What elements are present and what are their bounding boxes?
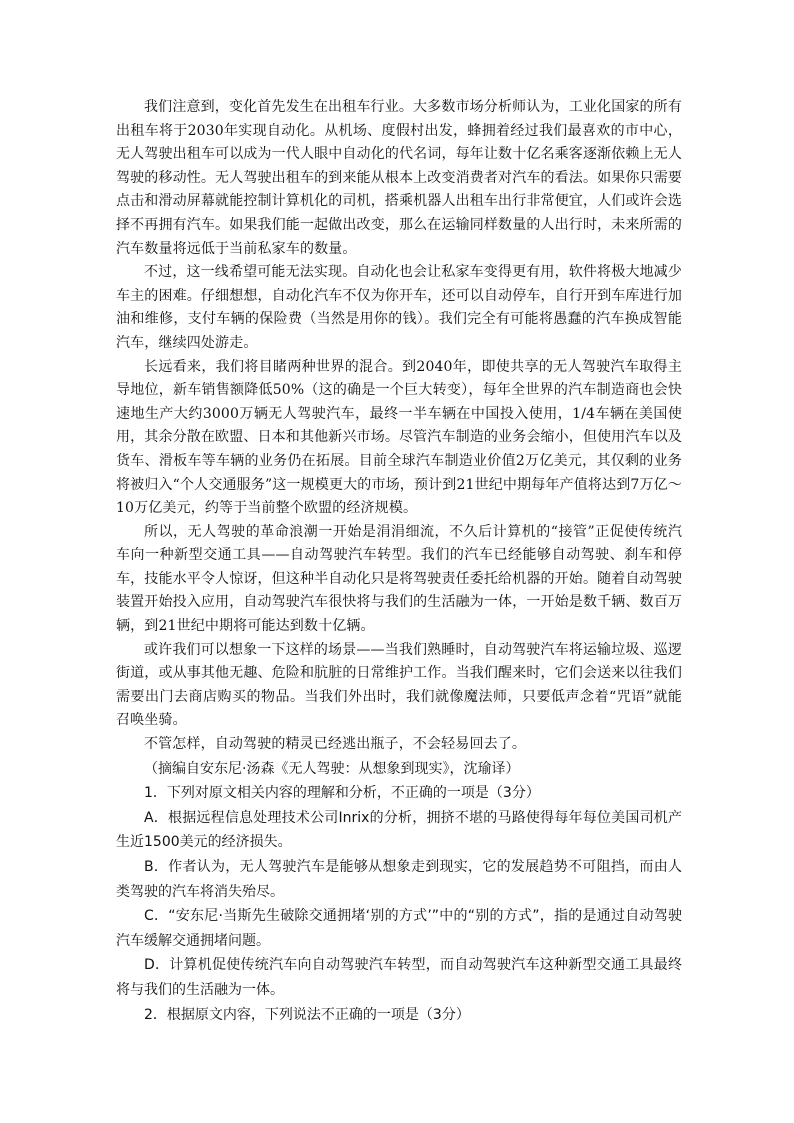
article-body — [116, 96, 682, 1027]
paragraph: 或许我们可以想象一下这样的场景——当我们熟睡时，自动驾驶汽车将运输垃圾、巡逻街道，或从事其他无趣、危险和肮脏的日常维护工作。当我们醒来时，它们会送来以往我们需要出门去商店购买的物品。当我们外出时，我们就像魔法师，只要低声念着“咒语”就能召唤坐骑。 — [116, 641, 682, 729]
paragraph: 不管怎样，自动驾驶的精灵已经逃出瓶子，不会轻易回去了。 — [144, 736, 527, 753]
paragraph: 所以，无人驾驶的革命浪潮一开始是涓涓细流，不久后计算机的“接管”正促使传统汽车向一种新型交通工具——自动驾驶汽车转型。我们的汽车已经能够自动驾驶、刹车和停车，技能水平令人惊讶，但这种半自动化只是将驾驶责任委托给机器的开始。随着自动驾驶装置开始投入应用，自动驾驶汽车很快将与我们的生活融为一体，一开始是数千辆、数百万辆，到21世纪中期将可能达到数十亿辆。 — [116, 523, 682, 635]
question-1-stem: 1．下列对原文相关内容的理解和分析，不正确的一项是（3分） — [144, 785, 540, 802]
question-1-option-d: D．计算机促使传统汽车向自动驾驶汽车转型，而自动驾驶汽车这种新型交通工具最终将与我们的生活融为一体。 — [116, 957, 682, 998]
paragraph: 长远看来，我们将目睹两种世界的混合。到2040年，即使共享的无人驾驶汽车取得主导地位，新车销售额降低50%（这的确是一个巨大转变），每年全世界的汽车制造商也会快速地生产大约3000万辆无人驾驶汽车，最终一半车辆在中国投入使用，1/4车辆在美国使用，其余分散在欧盟、日本和其他新兴市场。尽管汽车制造的业务会缩小，但使用汽车以及货车、滑板车等车辆的业务仍在拓展。目前全球汽车制造业价值2万亿美元，其仅剩的业务将被归入“个人交通服务”这一规模更大的市场，预计到21世纪中期每年产值将达到7万亿～10万亿美元，约等于当前整个欧盟的经济规模。 — [116, 358, 682, 517]
question-2-stem: 2．根据原文内容，下列说法不正确的一项是（3分） — [144, 1006, 470, 1023]
question-1-option-c: C．“安东尼·当斯先生破除交通拥堵‘别的方式’”中的“别的方式”，指的是通过自动驾驶汽车缓解交通拥堵问题。 — [116, 908, 682, 949]
question-1-option-b: B．作者认为，无人驾驶汽车是能够从想象走到现实，它的发展趋势不可阻挡，而由人类驾驶的汽车将消失殆尽。 — [116, 859, 682, 900]
paragraph: 我们注意到，变化首先发生在出租车行业。大多数市场分析师认为，工业化国家的所有出租车将于2030年实现自动化。从机场、度假村出发，蜂拥着经过我们最喜欢的市中心，无人驾驶出租车可以成为一代人眼中自动化的代名词，每年让数十亿名乘客逐渐依赖上无人驾驶的移动性。无人驾驶出租车的到来能从根本上改变消费者对汽车的看法。如果你只需要点击和滑动屏幕就能控制计算机化的司机，搭乘机器人出租车出行非常便宜，人们或许会选择不再拥有汽车。如果我们能一起做出改变，那么在运输同样数量的人出行时，未来所需的汽车数量将远低于当前私家车的数量。 — [116, 99, 682, 257]
paragraph: 不过，这一线希望可能无法实现。自动化也会让私家车变得更有用，软件将极大地减少车主的困难。仔细想想，自动化汽车不仅为你开车，还可以自动停车，自行开到车库进行加油和维修，支付车辆的保险费（当然是用你的钱）。我们完全有可能将愚蠢的汽车换成智能汽车，继续四处游走。 — [116, 264, 682, 351]
source-citation: （摘编自安东尼·汤森《无人驾驶：从想象到现实》，沈瑜译） — [144, 760, 520, 777]
question-1-option-a: A．根据远程信息处理技术公司Inrix的分析，拥挤不堪的马路使得每年每位美国司机产生近1500美元的经济损失。 — [116, 809, 682, 851]
